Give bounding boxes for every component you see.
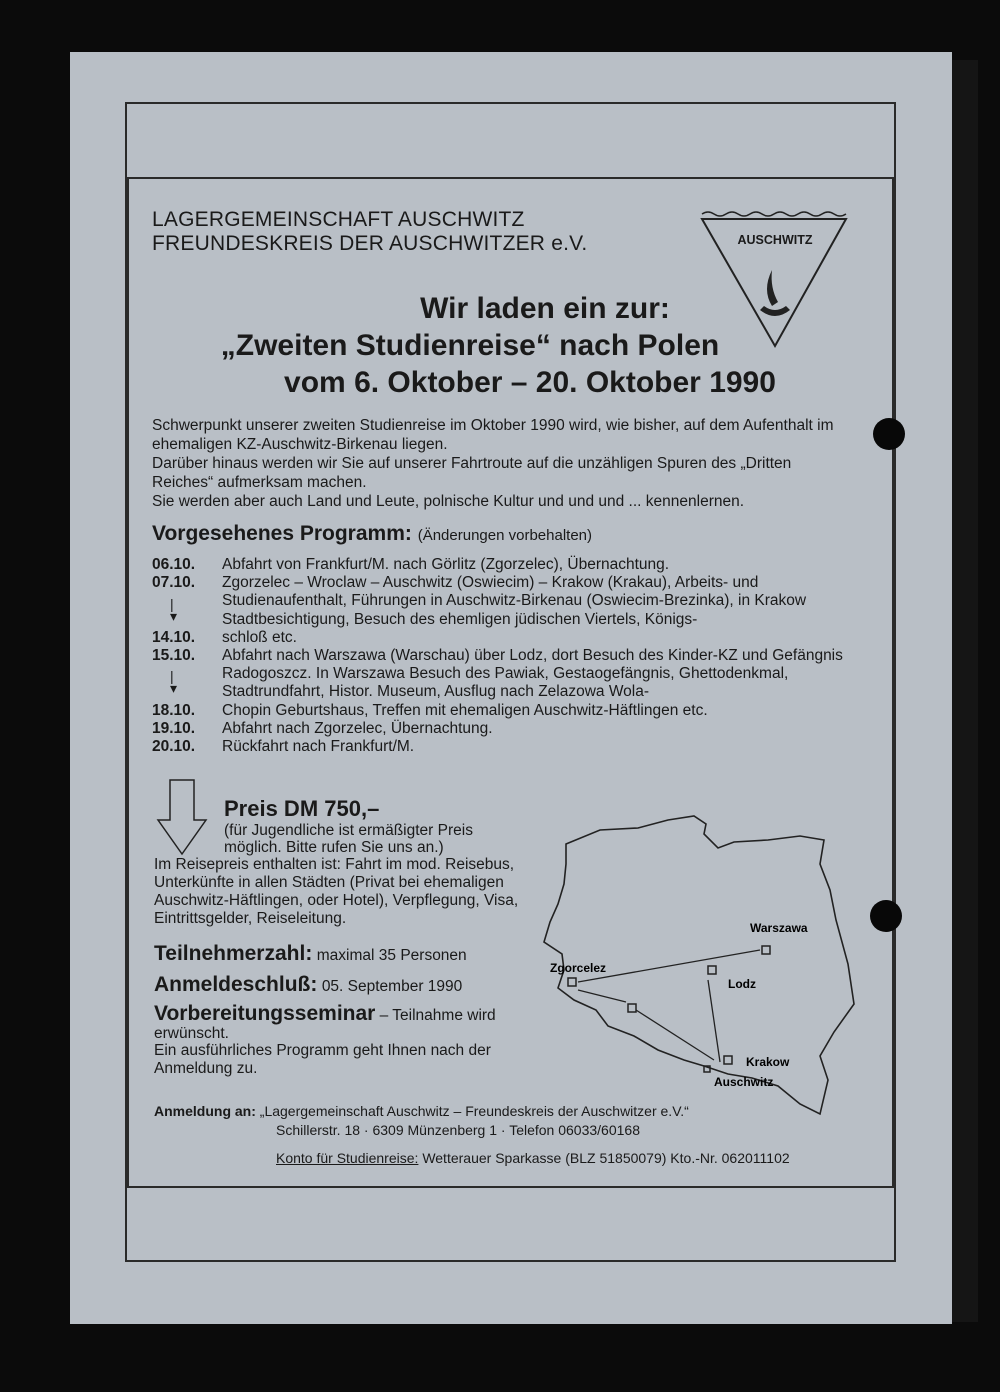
- map-city-label: Warszawa: [750, 921, 808, 935]
- program-date: 06.10.: [152, 556, 196, 573]
- program-item: [152, 574, 852, 629]
- program-text: Abfahrt nach Warszawa (Warschau) über Lodz, dort Besuch des Kinder-KZ und Gefängnis Radogoszcz. In Warszawa Besuch des Pawiak, Gestaogefängnis, Ghettodenkmal, Stadtrundfahrt, Histor. Museum, Ausflug nach Zelazowa Wola-: [222, 647, 843, 701]
- deadline-label: Anmeldeschluß:: [154, 973, 318, 996]
- seminar-text: Ein ausführliches Programm geht Ihnen nach der Anmeldung zu.: [154, 1042, 491, 1077]
- konto-label: Konto für Studienreise:: [276, 1150, 419, 1166]
- program-text: Rückfahrt nach Frankfurt/M.: [222, 738, 415, 756]
- program-item: [152, 702, 852, 720]
- poland-route-map: [538, 804, 858, 1116]
- registration-address-line-2: Schillerstr. 18 · 6309 Münzenberg 1 · Telefon 06033/60168: [276, 1122, 640, 1138]
- org-line-1: LAGERGEMEINSCHAFT AUSCHWITZ: [152, 208, 525, 231]
- logo-text: AUSCHWITZ: [737, 233, 813, 247]
- price-label: Preis DM 750,–: [224, 796, 380, 821]
- range-arrow-icon: | ▾: [170, 668, 178, 696]
- participants-value: maximal 35 Personen: [316, 947, 467, 964]
- title-line-3: vom 6. Oktober – 20. Oktober 1990: [284, 366, 776, 399]
- program-date: 18.10.: [152, 701, 196, 719]
- program-date: 07.10.: [152, 574, 196, 592]
- seminar-value: – Teilnahme wird erwünscht.: [154, 1007, 496, 1042]
- program-item: [152, 647, 852, 702]
- program-text: Chopin Geburtshaus, Treffen mit ehemaligen Auschwitz-Häftlingen etc.: [222, 701, 708, 719]
- program-list: [152, 556, 852, 756]
- program-text: Abfahrt von Frankfurt/M. nach Görlitz (Zgorzelec), Übernachtung.: [222, 556, 670, 573]
- range-arrow-icon: | ▾: [170, 596, 178, 624]
- program-item: [152, 720, 852, 738]
- event-title: [160, 290, 780, 401]
- seminar-label: Vorbereitungsseminar: [154, 1002, 376, 1025]
- program-date: 14.10.: [152, 628, 196, 646]
- price-note: (für Jugendliche ist ermäßigter Preis möglich. Bitte rufen Sie uns an.): [224, 822, 473, 856]
- program-text: Abfahrt nach Zgorzelec, Übernachtung.: [222, 719, 493, 737]
- intro-paragraph: Darüber hinaus werden wir Sie auf unserer Fahrtroute auf die unzähligen Spuren des „Dritten Reiches“ aufmerksam machen.: [152, 455, 792, 491]
- map-city-label: Zgorcelez: [550, 961, 607, 975]
- binder-strip: [952, 60, 978, 1322]
- punch-hole: [870, 900, 902, 932]
- participants-label: Teilnehmerzahl:: [154, 942, 313, 965]
- program-text: schloß etc.: [222, 628, 297, 646]
- title-line-1: Wir laden ein zur:: [420, 292, 670, 325]
- registration-label: Anmeldung an:: [154, 1103, 256, 1119]
- program-heading: [152, 522, 592, 546]
- program-note: (Änderungen vorbehalten): [417, 527, 593, 544]
- down-arrow-icon: [156, 778, 208, 858]
- intro-paragraph: Schwerpunkt unserer zweiten Studienreise im Oktober 1990 wird, wie bisher, auf dem Aufenthalt im ehemaligen KZ-Auschwitz-Birkenau liegen.: [152, 417, 834, 453]
- title-line-2: „Zweiten Studienreise“ nach Polen: [220, 329, 720, 362]
- program-date: 19.10.: [152, 719, 196, 737]
- program-date: 20.10.: [152, 738, 196, 756]
- map-city-label: Krakow: [746, 1055, 790, 1069]
- program-item: [152, 556, 852, 574]
- punch-hole: [873, 418, 905, 450]
- registration: [154, 1102, 689, 1140]
- price-included: Im Reisepreis enthalten ist: Fahrt im mod. Reisebus, Unterkünfte in allen Städten (Privat bei ehemaligen Auschwitz-Häftlingen, oder Hotel), Verpflegung, Visa, Eintrittsgelder, Reiseleitung.: [154, 856, 519, 927]
- deadline-value: 05. September 1990: [321, 978, 463, 995]
- organization-name: [152, 208, 587, 256]
- program-heading-text: Vorgesehenes Programm:: [152, 522, 412, 545]
- org-line-2: FREUNDESKREIS DER AUSCHWITZER e.V.: [152, 232, 588, 255]
- program-text: Zgorzelec – Wroclaw – Auschwitz (Oswiecim) – Krakow (Krakau), Arbeits- und Studienaufenthalt, Führungen in Auschwitz-Birkenau (Oswiecim-Brezinka), in Krakow Stadtbesichtigung, Besuch des ehemligen jüdischen Viertels, Königs-: [222, 574, 807, 628]
- program-date: 15.10.: [152, 647, 196, 665]
- intro-text: [152, 416, 852, 511]
- map-city-label: Lodz: [728, 977, 756, 991]
- seminar: [154, 1002, 554, 1077]
- document-page: [70, 52, 952, 1324]
- deadline: [154, 973, 462, 997]
- program-item: [152, 629, 852, 647]
- registration-address-line-1: „Lagergemeinschaft Auschwitz – Freundeskreis der Auschwitzer e.V.“: [259, 1103, 689, 1119]
- map-city-label: Auschwitz: [714, 1075, 774, 1089]
- program-item: [152, 738, 852, 756]
- intro-paragraph: Sie werden aber auch Land und Leute, polnische Kultur und und und ... kennenlernen.: [152, 493, 745, 510]
- bank-account: [276, 1150, 790, 1166]
- participants: [154, 942, 467, 966]
- konto-value: Wetterauer Sparkasse (BLZ 51850079) Kto.-Nr. 062011102: [422, 1150, 790, 1166]
